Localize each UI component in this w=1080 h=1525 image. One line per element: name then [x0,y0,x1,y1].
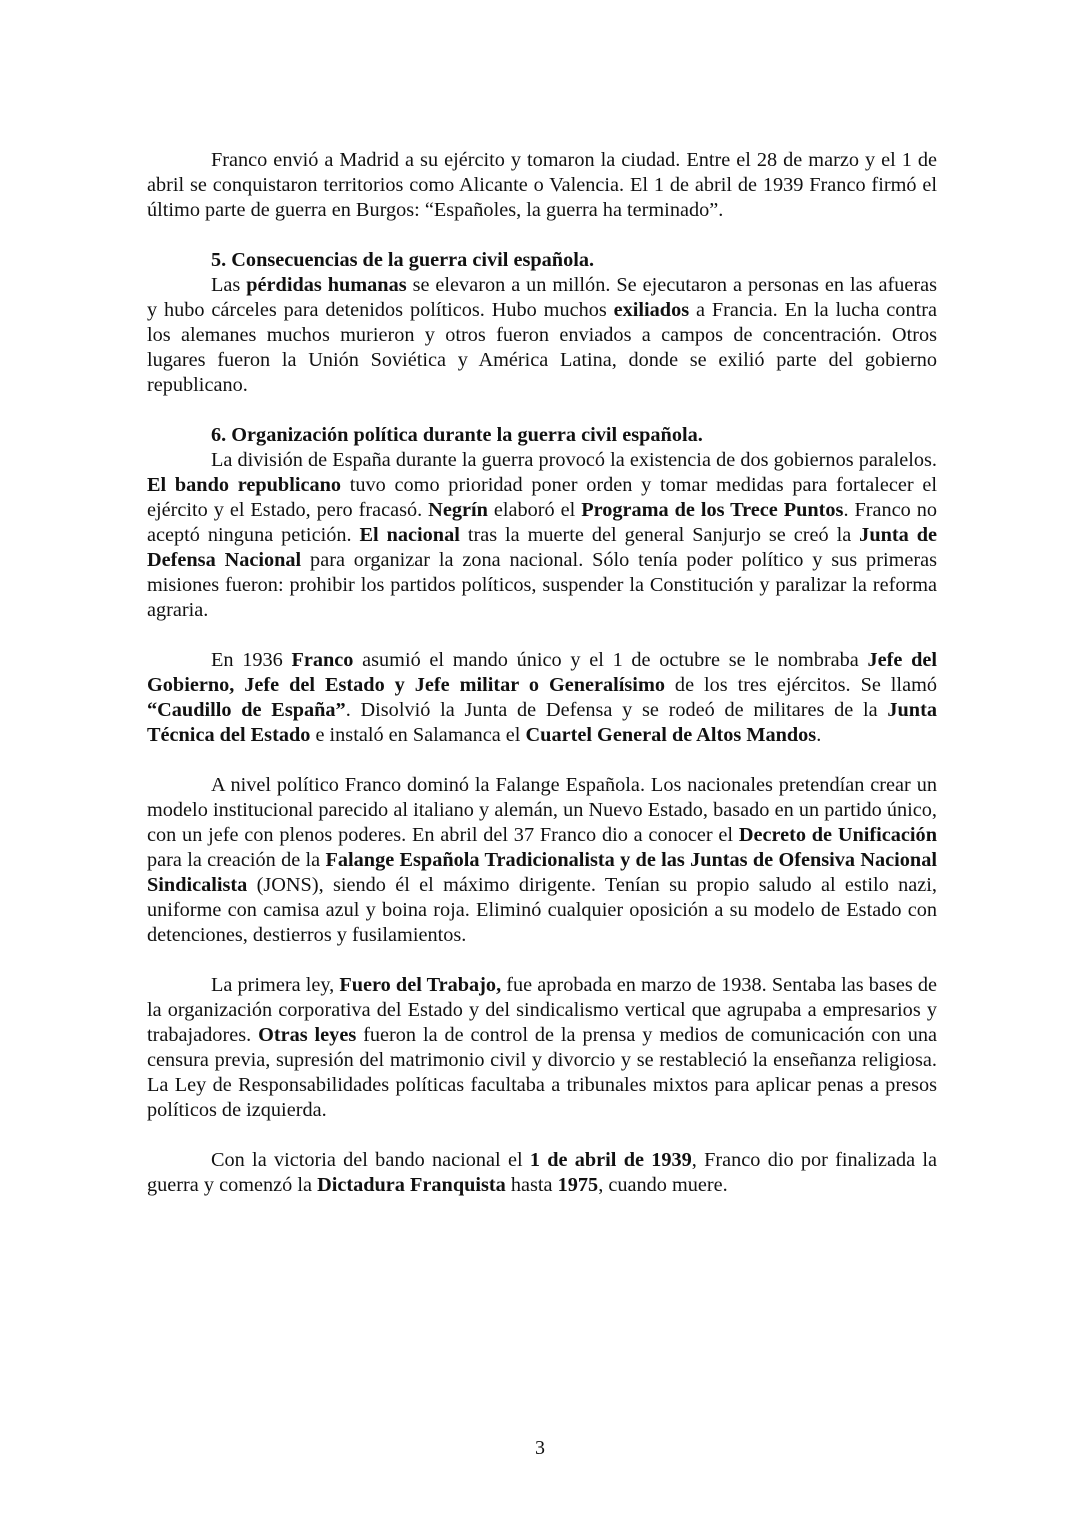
document-body [147,148,937,1198]
text-run: asumió el mando único y el 1 de octubre se le nombraba [353,649,868,671]
paragraph-organizacion [147,448,937,623]
text-run: hasta [505,1174,558,1196]
text-run: se elevaron a un millón. Se ejecutaron a personas en las afueras y hubo cárceles para detenidos políticos. Hubo muchos [147,274,937,321]
bold-text-run: 1 de abril de 1939 [529,1149,692,1171]
paragraph-gap [147,948,937,973]
text-run: para organizar la zona nacional. Sólo tenía poder político y sus primeras misiones fueron: prohibir los partidos políticos, suspender la Constitución y paralizar la reforma agraria. [147,549,938,621]
page-number: 3 [535,1437,545,1459]
paragraph-intro [147,148,937,223]
text-run: (JONS), siendo él el máximo dirigente. Tenían su propio saludo al estilo nazi, uniforme con camisa azul y boina roja. Eliminó cualquier oposición a su modelo de Estado con detenciones, destierros y fusilamientos. [147,874,937,946]
text-run: de los tres ejércitos. Se llamó [664,674,937,696]
text-run: . Disolvió la Junta de Defensa y se rodeó de militares de la [345,699,888,721]
paragraph-gap [147,1123,937,1148]
text-run: elaboró el [487,499,582,521]
text-run: tuvo como prioridad poner orden y tomar medidas para fortalecer el ejército y el Estado, pero fracasó. [147,474,937,521]
section-heading-5: 5. Consecuencias de la guerra civil española. [211,249,595,271]
text-run: La división de España durante la guerra provocó la existencia de dos gobiernos paralelos. [211,449,937,471]
bold-text-run: Negrín [428,499,488,521]
text-run: e instaló en Salamanca el [310,724,526,746]
paragraph-falange [147,773,937,948]
bold-text-run: exiliados [613,299,690,321]
paragraph-gap [147,748,937,773]
bold-text-run: Junta de Defensa Nacional [147,524,937,571]
bold-text-run: Jefe del Gobierno, Jefe del Estado y Jefe militar o Generalísimo [147,649,937,696]
paragraph-consecuencias [147,273,937,398]
bold-text-run: Falange Española Tradicionalista y de las Juntas de Ofensiva Nacional Sindicalista [147,849,937,896]
text-run: fue aprobada en marzo de 1938. Sentaba las bases de la organización corporativa del Estado y del sindicalismo vertical que agrupaba a empresarios y trabajadores. [147,974,937,1046]
bold-text-run: pérdidas humanas [246,274,407,296]
text-run: tras la muerte del general Sanjurjo se creó la [459,524,860,546]
paragraph-gap [147,398,937,423]
paragraph-franco-1936 [147,648,937,748]
text-run: . Franco no aceptó ninguna petición. [147,499,937,546]
paragraph-gap [147,623,937,648]
text-run: para la creación de la [147,849,326,871]
text-run: Las [211,274,247,296]
text-run: , cuando muere. [598,1174,728,1196]
bold-text-run: Programa de los Trece Puntos [581,499,844,521]
text-run: fueron la de control de la prensa y medios de comunicación con una censura previa, supresión del matrimonio civil y divorcio y se restableció la enseñanza religiosa. La Ley de Responsabilidades políticas facultaba a tribunales mixtos para aplicar penas a presos políticos de izquierda. [147,1024,937,1121]
text-run: A nivel político Franco dominó la Falange Española. Los nacionales pretendían crear un modelo institucional parecido al italiano y alemán, un Nuevo Estado, basado en un partido único, con un jefe con plenos poderes. En abril del 37 Franco dio a conocer el [147,774,937,846]
bold-text-run: 1975 [557,1174,599,1196]
paragraph-victoria [147,1148,937,1198]
text-run: a Francia. En la lucha contra los alemanes muchos murieron y otros fueron enviados a campos de concentración. Otros lugares fueron la Unión Soviética y América Latina, donde se exilió parte del gobierno republicano. [147,299,937,396]
bold-text-run: El bando republicano [147,474,342,496]
bold-text-run: Decreto de Unificación [738,824,937,846]
section-heading-6: 6. Organización política durante la guerra civil española. [211,424,703,446]
bold-text-run: El nacional [359,524,460,546]
bold-text-run: Franco [291,649,354,671]
paragraph-fuero-trabajo [147,973,937,1123]
paragraph-gap [147,223,937,248]
text-run: Franco envió a Madrid a su ejército y tomaron la ciudad. Entre el 28 de marzo y el 1 de abril se conquistaron territorios como Alicante o Valencia. El 1 de abril de 1939 Franco firmó el último parte de guerra en Burgos: “Españoles, la guerra ha terminado”. [147,149,937,221]
bold-text-run: Cuartel General de Altos Mandos [525,724,817,746]
text-run: , Franco dio por finalizada la guerra y comenzó la [147,1149,937,1196]
bold-text-run: Junta Técnica del Estado [147,699,937,746]
text-run: En 1936 [211,649,292,671]
bold-text-run: Dictadura Franquista [317,1174,506,1196]
bold-text-run: Fuero del Trabajo, [339,974,502,996]
bold-text-run: “Caudillo de España” [147,699,346,721]
text-run: . [816,724,822,746]
text-run: Con la victoria del bando nacional el [211,1149,530,1171]
bold-text-run: Otras leyes [258,1024,357,1046]
text-run: La primera ley, [211,974,340,996]
